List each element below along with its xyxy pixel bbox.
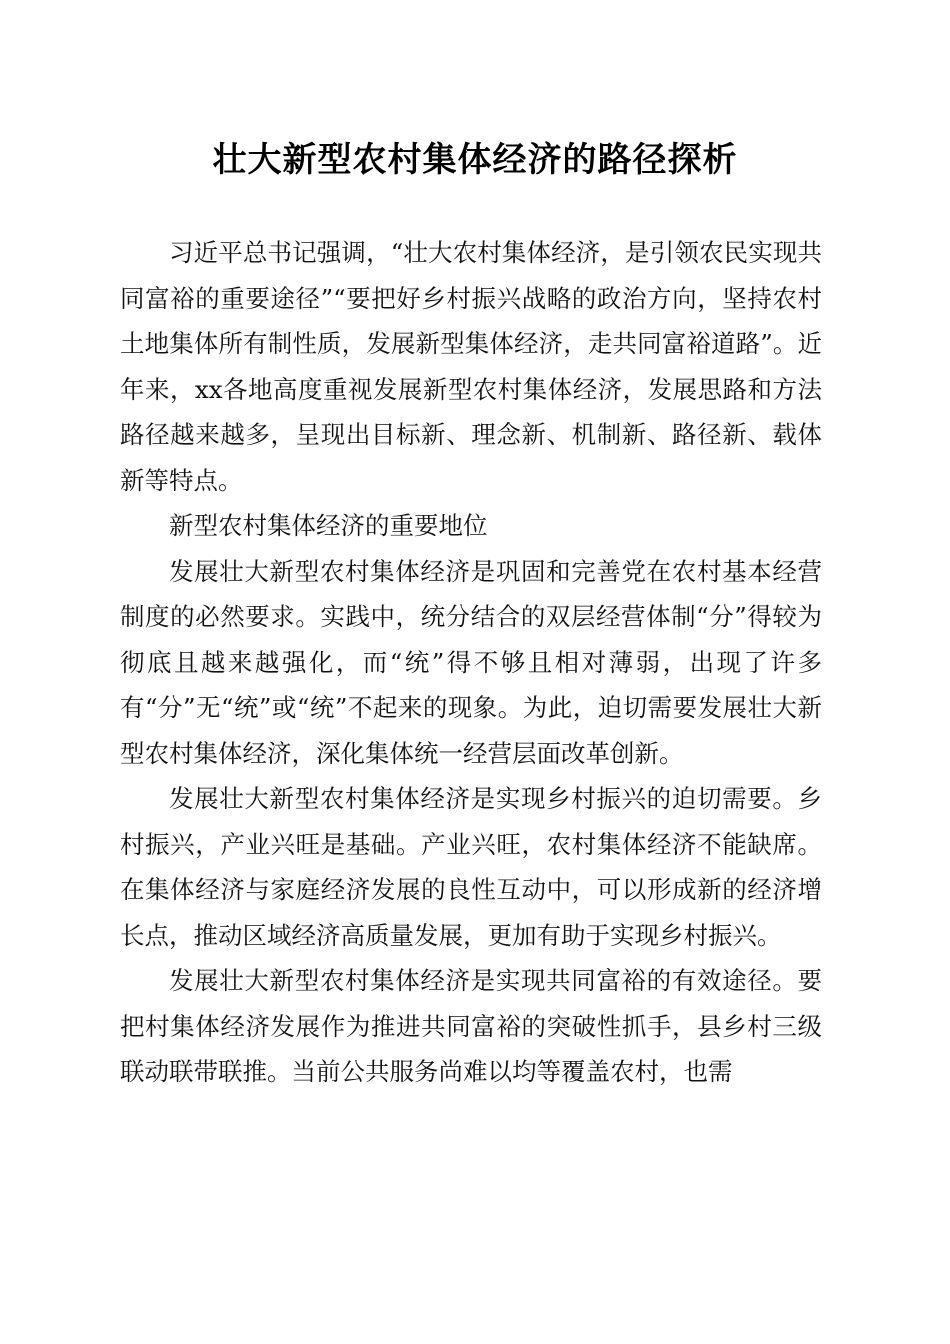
paragraph-basic-system: 发展壮大新型农村集体经济是巩固和完善党在农村基本经营制度的必然要求。实践中，统分结合的双层经营体制“分”得较为彻底且越来越强化，而“统”得不够且相对薄弱，出现了许多有“分”无“统”或“统”不起来的现象。为此，迫切需要发展壮大新型农村集体经济，深化集体统一经营层面改革创新。 [120, 556, 822, 768]
paragraph-intro: 习近平总书记强调，“壮大农村集体经济，是引领农民实现共同富裕的重要途径”“要把好乡村振兴战略的政治方向，坚持农村土地集体所有制性质，发展新型集体经济，走共同富裕道路”。近年来，xx各地高度重视发展新型农村集体经济，发展思路和方法路径越来越多，呈现出目标新、理念新、机制新、路径新、载体新等特点。 [120, 238, 822, 495]
paragraph-rural-revitalization: 发展壮大新型农村集体经济是实现乡村振兴的迫切需要。乡村振兴，产业兴旺是基础。产业兴旺，农村集体经济不能缺席。在集体经济与家庭经济发展的良性互动中，可以形成新的经济增长点，推动区域经济高质量发展，更加有助于实现乡村振兴。 [120, 784, 822, 950]
document-body [120, 230, 822, 1095]
document-title: 壮大新型农村集体经济的路径探析 [212, 140, 738, 180]
section-heading: 新型农村集体经济的重要地位 [169, 511, 488, 540]
paragraph-common-prosperity: 发展壮大新型农村集体经济是实现共同富裕的有效途径。要把村集体经济发展作为推进共同富裕的突破性抓手，县乡村三级联动联带联推。当前公共服务尚难以均等覆盖农村，也需 [120, 966, 822, 1086]
